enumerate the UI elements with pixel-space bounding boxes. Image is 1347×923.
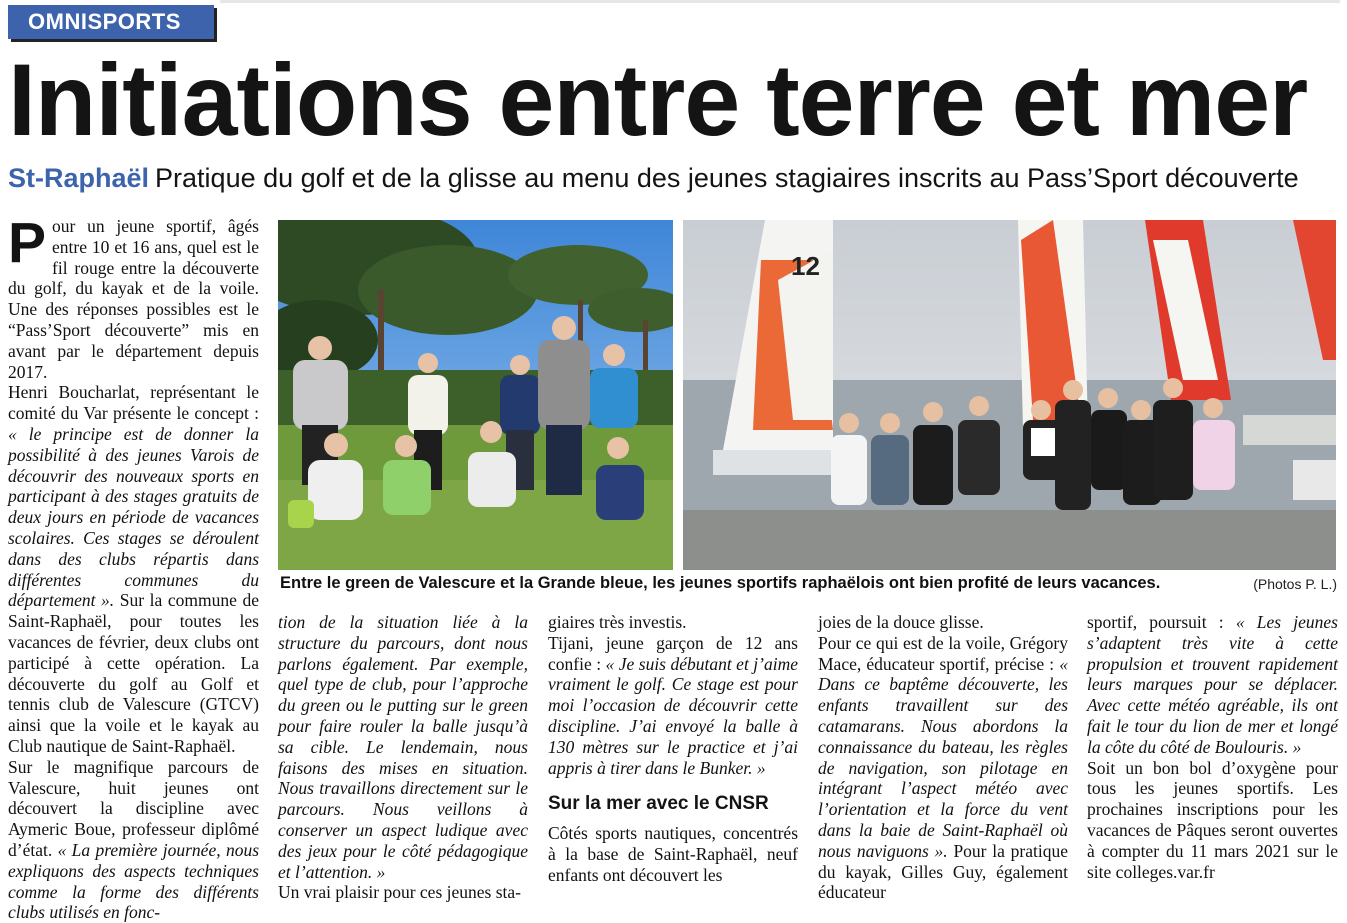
- paragraph-text: joies de la douce glisse.: [818, 612, 984, 632]
- paragraph: [818, 633, 1068, 903]
- sail-number: 12: [791, 251, 820, 281]
- paragraph-text: Sur la commune de Saint-Raphaël, pour toutes les vacances de février, deux clubs ont participé à cette opération. La découverte du golf au Golf et tennis club de Valescure (GTCV) ainsi que la voile et le kayak au Club nautique de Saint-Raphaël.: [8, 590, 259, 756]
- quote: tion de la situation liée à la structure du parcours, dont nous parlons également. Par exemple, quel type de club, pour l’approche du green ou le putting sur le green pour faire rouler la balle jusqu’à sa cible. Le lendemain, nous faisons des mises en situation. Nous travaillons directement sur le parcours. Nous veillons à conserver un aspect ludique avec des jeux pour le côté pédagogique et l’attention. »: [278, 612, 528, 882]
- article-column-4: [818, 612, 1068, 903]
- article-column-3: [548, 612, 798, 886]
- headline: Initiations entre terre et mer: [8, 43, 1308, 157]
- golf-photo: [278, 220, 673, 570]
- quote: « Les jeunes s’adaptent très vite à cette propulsion et trouvent rapidement leurs marques pour se déplacer. Avec cette météo agréable, ils ont fait le tour du lion de mer et longé la côte du côté de Boulouris. »: [1087, 612, 1338, 757]
- paragraph-text: Côtés sports nautiques, concentrés à la base de Saint-Raphaël, neuf enfants ont découvert les: [548, 823, 798, 885]
- paragraph: [1087, 758, 1338, 883]
- quote: « Je suis débutant et j’aime vraiment le golf. Ce stage est pour moi l’occasion de découvrir cette discipline. J’ai envoyé la balle à 130 mètres sur le practice et j’ai appris à tirer dans le Bunker. »: [548, 653, 798, 778]
- drop-cap: P: [8, 211, 47, 275]
- paragraph-text: Tijani, jeune garçon de 12 ans confie :: [548, 632, 798, 674]
- paragraph: [818, 612, 1068, 633]
- paragraph: [8, 757, 259, 923]
- deck: [8, 160, 1343, 196]
- article-column-5: [1087, 612, 1338, 882]
- paragraph: [278, 882, 528, 903]
- quote: « le principe est de donner la possibilité à des jeunes Varois de découvrir des nouveaux sports en participant à des stages gratuits de deux jours en période de vacances scolaires. Ces stages se déroulent dans des clubs répartis dans différentes communes du département ».: [8, 423, 259, 611]
- paragraph: [548, 612, 798, 633]
- paragraph: [548, 633, 798, 779]
- top-rule: [220, 0, 1340, 3]
- paragraph-text: giaires très investis.: [548, 612, 687, 632]
- paragraph-text: Pour la pratique du kayak, Gilles Guy, également éducateur: [818, 840, 1069, 903]
- golf-photo-image: [278, 220, 673, 570]
- article-column-1: [8, 211, 260, 923]
- paragraph-text: sportif, poursuit :: [1087, 612, 1236, 632]
- paragraph-text: Soit un bon bol d’oxygène pour tous les jeunes sportifs. Les prochaines inscriptions pour les vacances de Pâques seront ouvertes à compter du 11 mars 2021 sur le site colleges.var.fr: [1087, 757, 1338, 882]
- photo-caption: Entre le green de Valescure et la Grande bleue, les jeunes sportifs raphaëlois ont bien profité de leurs vacances.: [280, 574, 1161, 592]
- sailing-photo: [683, 220, 1336, 570]
- paragraph-text: our un jeune sportif, âgés entre 10 et 16 ans, quel est le fil rouge entre la découverte du golf, du kayak et de la voile. Une des réponses possibles est le “Pass’Sport découverte” mis en avant par le département depuis 2017.: [8, 216, 259, 382]
- paragraph-text: Pour ce qui est de la voile, Grégory Mace, éducateur sportif, précise :: [818, 632, 1068, 674]
- paragraph: [1087, 612, 1338, 758]
- article-column-2: [278, 612, 528, 903]
- paragraph: [278, 612, 528, 882]
- subheading: Sur la mer avec le CNSR: [548, 793, 769, 815]
- paragraph: [548, 823, 798, 885]
- paragraph-text: Un vrai plaisir pour ces jeunes sta-: [278, 882, 521, 903]
- quote: « Dans ce baptême découverte, les enfants travaillent sur des catamarans. Nous abordons la connaissance du bateau, les règles de navigation, son pilotage en intégrant l’aspect météo avec l’orientation et la force du vent dans la baie de Saint-Raphaël où nous naviguons ».: [818, 653, 1068, 861]
- sailing-photo-image: [683, 220, 1336, 570]
- paragraph-text: Sur le magnifique parcours de Valescure, huit jeunes ont découvert la discipline avec Aymeric Boue, professeur diplômé d’état.: [8, 756, 259, 860]
- section-label: OMNISPORTS: [8, 5, 214, 39]
- photo-credit: (Photos P. L.): [1253, 576, 1337, 592]
- deck-text: Pratique du golf et de la glisse au menu des jeunes stagiaires inscrits au Pass’Sport découverte: [155, 163, 1299, 193]
- paragraph-text: Henri Boucharlat, représentant le comité du Var présente le concept :: [8, 382, 259, 424]
- quote: « La première journée, nous expliquons des aspects techniques comme la forme des différents clubs utilisés en fonc-: [8, 839, 260, 923]
- paragraph: [8, 382, 259, 756]
- paragraph: [8, 211, 259, 382]
- deck-place: St-Raphaël: [8, 163, 150, 193]
